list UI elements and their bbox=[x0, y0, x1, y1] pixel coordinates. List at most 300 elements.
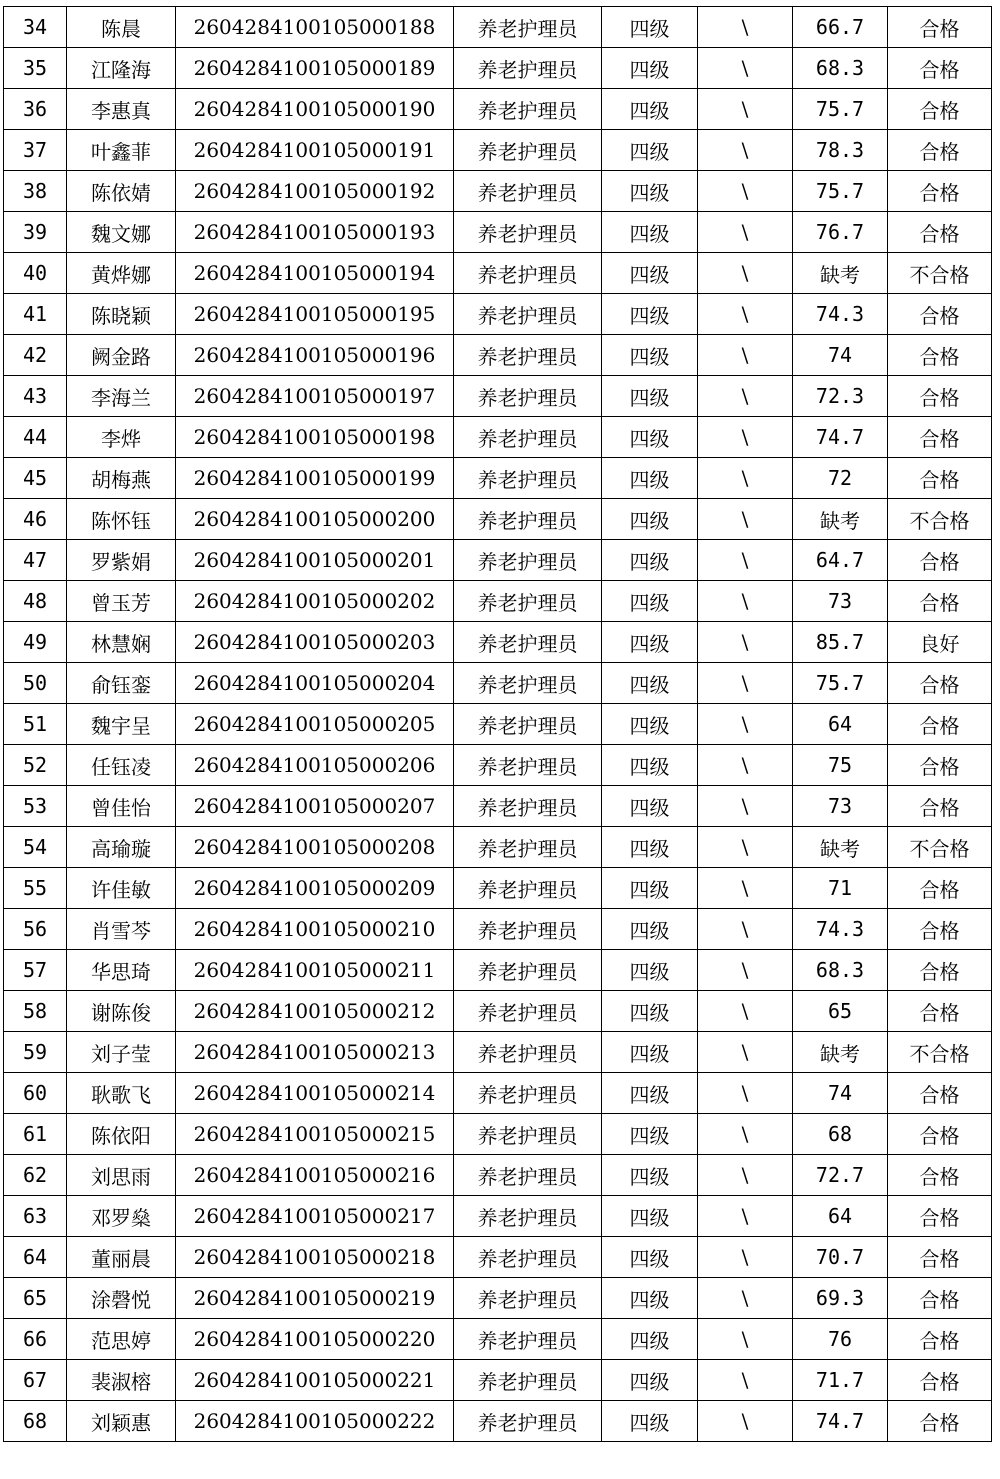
table-row bbox=[4, 335, 992, 376]
table-row bbox=[4, 171, 992, 212]
table-row bbox=[4, 1032, 992, 1073]
occupation-cell: 养老护理员 bbox=[454, 1237, 602, 1278]
theory-score-cell: \ bbox=[698, 663, 793, 704]
occupation-cell: 养老护理员 bbox=[454, 786, 602, 827]
skill-score-cell: 74 bbox=[793, 1073, 888, 1114]
table-row bbox=[4, 581, 992, 622]
table-row bbox=[4, 950, 992, 991]
table-row bbox=[4, 786, 992, 827]
skill-score-cell: 73 bbox=[793, 786, 888, 827]
result-cell: 合格 bbox=[888, 745, 992, 786]
theory-score-cell: \ bbox=[698, 1237, 793, 1278]
name-cell: 陈怀钰 bbox=[67, 499, 176, 540]
occupation-cell: 养老护理员 bbox=[454, 663, 602, 704]
result-cell: 合格 bbox=[888, 1237, 992, 1278]
exam-id-cell: 2604284100105000214 bbox=[176, 1073, 454, 1114]
table-row bbox=[4, 991, 992, 1032]
exam-id-cell: 2604284100105000192 bbox=[176, 171, 454, 212]
exam-id-cell: 2604284100105000209 bbox=[176, 868, 454, 909]
exam-id-cell: 2604284100105000216 bbox=[176, 1155, 454, 1196]
level-cell: 四级 bbox=[602, 89, 698, 130]
skill-score-cell: 70.7 bbox=[793, 1237, 888, 1278]
exam-id-cell: 2604284100105000212 bbox=[176, 991, 454, 1032]
level-cell: 四级 bbox=[602, 171, 698, 212]
level-cell: 四级 bbox=[602, 48, 698, 89]
row-number-cell: 65 bbox=[4, 1278, 67, 1319]
result-cell: 合格 bbox=[888, 786, 992, 827]
occupation-cell: 养老护理员 bbox=[454, 1401, 602, 1442]
row-number-cell: 48 bbox=[4, 581, 67, 622]
row-number-cell: 59 bbox=[4, 1032, 67, 1073]
skill-score-cell: 75.7 bbox=[793, 663, 888, 704]
name-cell: 华思琦 bbox=[67, 950, 176, 991]
skill-score-cell: 64 bbox=[793, 1196, 888, 1237]
table-row bbox=[4, 48, 992, 89]
result-cell: 合格 bbox=[888, 130, 992, 171]
theory-score-cell: \ bbox=[698, 1278, 793, 1319]
table-row bbox=[4, 745, 992, 786]
row-number-cell: 62 bbox=[4, 1155, 67, 1196]
exam-id-cell: 2604284100105000221 bbox=[176, 1360, 454, 1401]
table-row bbox=[4, 622, 992, 663]
skill-score-cell: 65 bbox=[793, 991, 888, 1032]
level-cell: 四级 bbox=[602, 827, 698, 868]
result-cell: 合格 bbox=[888, 663, 992, 704]
table-row bbox=[4, 376, 992, 417]
result-cell: 合格 bbox=[888, 7, 992, 48]
theory-score-cell: \ bbox=[698, 1114, 793, 1155]
exam-id-cell: 2604284100105000193 bbox=[176, 212, 454, 253]
level-cell: 四级 bbox=[602, 704, 698, 745]
occupation-cell: 养老护理员 bbox=[454, 622, 602, 663]
row-number-cell: 50 bbox=[4, 663, 67, 704]
result-cell: 不合格 bbox=[888, 253, 992, 294]
occupation-cell: 养老护理员 bbox=[454, 745, 602, 786]
name-cell: 叶鑫菲 bbox=[67, 130, 176, 171]
name-cell: 俞钰銮 bbox=[67, 663, 176, 704]
exam-id-cell: 2604284100105000203 bbox=[176, 622, 454, 663]
theory-score-cell: \ bbox=[698, 950, 793, 991]
skill-score-cell: 64 bbox=[793, 704, 888, 745]
skill-score-cell: 75.7 bbox=[793, 89, 888, 130]
theory-score-cell: \ bbox=[698, 786, 793, 827]
name-cell: 曾佳怡 bbox=[67, 786, 176, 827]
level-cell: 四级 bbox=[602, 417, 698, 458]
exam-id-cell: 2604284100105000200 bbox=[176, 499, 454, 540]
name-cell: 李烨 bbox=[67, 417, 176, 458]
name-cell: 肖雪芩 bbox=[67, 909, 176, 950]
exam-id-cell: 2604284100105000190 bbox=[176, 89, 454, 130]
occupation-cell: 养老护理员 bbox=[454, 130, 602, 171]
skill-score-cell: 72.7 bbox=[793, 1155, 888, 1196]
skill-score-cell: 72.3 bbox=[793, 376, 888, 417]
row-number-cell: 52 bbox=[4, 745, 67, 786]
theory-score-cell: \ bbox=[698, 1319, 793, 1360]
table-row bbox=[4, 130, 992, 171]
result-cell: 合格 bbox=[888, 335, 992, 376]
skill-score-cell: 71.7 bbox=[793, 1360, 888, 1401]
occupation-cell: 养老护理员 bbox=[454, 417, 602, 458]
table-row bbox=[4, 7, 992, 48]
row-number-cell: 49 bbox=[4, 622, 67, 663]
occupation-cell: 养老护理员 bbox=[454, 1155, 602, 1196]
theory-score-cell: \ bbox=[698, 909, 793, 950]
theory-score-cell: \ bbox=[698, 171, 793, 212]
theory-score-cell: \ bbox=[698, 130, 793, 171]
name-cell: 谢陈俊 bbox=[67, 991, 176, 1032]
name-cell: 胡梅燕 bbox=[67, 458, 176, 499]
row-number-cell: 66 bbox=[4, 1319, 67, 1360]
row-number-cell: 58 bbox=[4, 991, 67, 1032]
table-row bbox=[4, 1360, 992, 1401]
name-cell: 李惠真 bbox=[67, 89, 176, 130]
skill-score-cell: 68 bbox=[793, 1114, 888, 1155]
exam-id-cell: 2604284100105000198 bbox=[176, 417, 454, 458]
exam-id-cell: 2604284100105000222 bbox=[176, 1401, 454, 1442]
skill-score-cell: 缺考 bbox=[793, 827, 888, 868]
result-cell: 合格 bbox=[888, 89, 992, 130]
result-cell: 良好 bbox=[888, 622, 992, 663]
level-cell: 四级 bbox=[602, 1278, 698, 1319]
exam-id-cell: 2604284100105000206 bbox=[176, 745, 454, 786]
skill-score-cell: 76.7 bbox=[793, 212, 888, 253]
name-cell: 陈晨 bbox=[67, 7, 176, 48]
level-cell: 四级 bbox=[602, 1032, 698, 1073]
name-cell: 涂磬悦 bbox=[67, 1278, 176, 1319]
theory-score-cell: \ bbox=[698, 745, 793, 786]
result-cell: 合格 bbox=[888, 376, 992, 417]
name-cell: 邓罗燊 bbox=[67, 1196, 176, 1237]
row-number-cell: 44 bbox=[4, 417, 67, 458]
name-cell: 罗紫娟 bbox=[67, 540, 176, 581]
result-cell: 合格 bbox=[888, 1114, 992, 1155]
table-row bbox=[4, 1114, 992, 1155]
name-cell: 耿歌飞 bbox=[67, 1073, 176, 1114]
name-cell: 范思婷 bbox=[67, 1319, 176, 1360]
row-number-cell: 36 bbox=[4, 89, 67, 130]
table-row bbox=[4, 827, 992, 868]
row-number-cell: 61 bbox=[4, 1114, 67, 1155]
name-cell: 魏文娜 bbox=[67, 212, 176, 253]
skill-score-cell: 75 bbox=[793, 745, 888, 786]
name-cell: 许佳敏 bbox=[67, 868, 176, 909]
level-cell: 四级 bbox=[602, 376, 698, 417]
row-number-cell: 45 bbox=[4, 458, 67, 499]
theory-score-cell: \ bbox=[698, 1073, 793, 1114]
name-cell: 刘子莹 bbox=[67, 1032, 176, 1073]
level-cell: 四级 bbox=[602, 622, 698, 663]
level-cell: 四级 bbox=[602, 1237, 698, 1278]
exam-id-cell: 2604284100105000204 bbox=[176, 663, 454, 704]
level-cell: 四级 bbox=[602, 294, 698, 335]
result-cell: 合格 bbox=[888, 950, 992, 991]
level-cell: 四级 bbox=[602, 909, 698, 950]
result-cell: 合格 bbox=[888, 1073, 992, 1114]
name-cell: 高瑜璇 bbox=[67, 827, 176, 868]
theory-score-cell: \ bbox=[698, 1196, 793, 1237]
name-cell: 董丽晨 bbox=[67, 1237, 176, 1278]
result-cell: 不合格 bbox=[888, 827, 992, 868]
skill-score-cell: 缺考 bbox=[793, 499, 888, 540]
occupation-cell: 养老护理员 bbox=[454, 704, 602, 745]
row-number-cell: 39 bbox=[4, 212, 67, 253]
skill-score-cell: 74.7 bbox=[793, 1401, 888, 1442]
row-number-cell: 38 bbox=[4, 171, 67, 212]
row-number-cell: 37 bbox=[4, 130, 67, 171]
row-number-cell: 46 bbox=[4, 499, 67, 540]
occupation-cell: 养老护理员 bbox=[454, 1319, 602, 1360]
table-row bbox=[4, 663, 992, 704]
occupation-cell: 养老护理员 bbox=[454, 1073, 602, 1114]
skill-score-cell: 68.3 bbox=[793, 48, 888, 89]
skill-score-cell: 76 bbox=[793, 1319, 888, 1360]
exam-id-cell: 2604284100105000191 bbox=[176, 130, 454, 171]
result-cell: 合格 bbox=[888, 1360, 992, 1401]
level-cell: 四级 bbox=[602, 253, 698, 294]
level-cell: 四级 bbox=[602, 1360, 698, 1401]
occupation-cell: 养老护理员 bbox=[454, 7, 602, 48]
name-cell: 刘思雨 bbox=[67, 1155, 176, 1196]
level-cell: 四级 bbox=[602, 745, 698, 786]
theory-score-cell: \ bbox=[698, 48, 793, 89]
level-cell: 四级 bbox=[602, 1319, 698, 1360]
theory-score-cell: \ bbox=[698, 7, 793, 48]
theory-score-cell: \ bbox=[698, 868, 793, 909]
name-cell: 曾玉芳 bbox=[67, 581, 176, 622]
table-row bbox=[4, 499, 992, 540]
row-number-cell: 68 bbox=[4, 1401, 67, 1442]
skill-score-cell: 75.7 bbox=[793, 171, 888, 212]
row-number-cell: 43 bbox=[4, 376, 67, 417]
name-cell: 任钰凌 bbox=[67, 745, 176, 786]
name-cell: 陈依阳 bbox=[67, 1114, 176, 1155]
table-row bbox=[4, 1073, 992, 1114]
theory-score-cell: \ bbox=[698, 540, 793, 581]
theory-score-cell: \ bbox=[698, 294, 793, 335]
occupation-cell: 养老护理员 bbox=[454, 1196, 602, 1237]
occupation-cell: 养老护理员 bbox=[454, 1032, 602, 1073]
occupation-cell: 养老护理员 bbox=[454, 253, 602, 294]
row-number-cell: 51 bbox=[4, 704, 67, 745]
name-cell: 陈晓颖 bbox=[67, 294, 176, 335]
name-cell: 陈依婧 bbox=[67, 171, 176, 212]
occupation-cell: 养老护理员 bbox=[454, 376, 602, 417]
row-number-cell: 57 bbox=[4, 950, 67, 991]
skill-score-cell: 85.7 bbox=[793, 622, 888, 663]
exam-id-cell: 2604284100105000197 bbox=[176, 376, 454, 417]
row-number-cell: 40 bbox=[4, 253, 67, 294]
result-cell: 合格 bbox=[888, 581, 992, 622]
theory-score-cell: \ bbox=[698, 581, 793, 622]
theory-score-cell: \ bbox=[698, 704, 793, 745]
theory-score-cell: \ bbox=[698, 417, 793, 458]
name-cell: 李海兰 bbox=[67, 376, 176, 417]
theory-score-cell: \ bbox=[698, 253, 793, 294]
level-cell: 四级 bbox=[602, 786, 698, 827]
occupation-cell: 养老护理员 bbox=[454, 171, 602, 212]
table-row bbox=[4, 1401, 992, 1442]
table-row bbox=[4, 1278, 992, 1319]
occupation-cell: 养老护理员 bbox=[454, 48, 602, 89]
occupation-cell: 养老护理员 bbox=[454, 499, 602, 540]
exam-id-cell: 2604284100105000220 bbox=[176, 1319, 454, 1360]
occupation-cell: 养老护理员 bbox=[454, 950, 602, 991]
table-body bbox=[4, 7, 992, 1442]
exam-id-cell: 2604284100105000218 bbox=[176, 1237, 454, 1278]
row-number-cell: 63 bbox=[4, 1196, 67, 1237]
row-number-cell: 35 bbox=[4, 48, 67, 89]
occupation-cell: 养老护理员 bbox=[454, 1360, 602, 1401]
exam-id-cell: 2604284100105000217 bbox=[176, 1196, 454, 1237]
name-cell: 黄烨娜 bbox=[67, 253, 176, 294]
table-row bbox=[4, 540, 992, 581]
exam-id-cell: 2604284100105000199 bbox=[176, 458, 454, 499]
result-cell: 合格 bbox=[888, 704, 992, 745]
result-cell: 合格 bbox=[888, 1196, 992, 1237]
result-cell: 合格 bbox=[888, 1155, 992, 1196]
theory-score-cell: \ bbox=[698, 458, 793, 499]
result-cell: 合格 bbox=[888, 1319, 992, 1360]
level-cell: 四级 bbox=[602, 7, 698, 48]
skill-score-cell: 78.3 bbox=[793, 130, 888, 171]
skill-score-cell: 69.3 bbox=[793, 1278, 888, 1319]
row-number-cell: 64 bbox=[4, 1237, 67, 1278]
result-cell: 合格 bbox=[888, 909, 992, 950]
theory-score-cell: \ bbox=[698, 212, 793, 253]
exam-id-cell: 2604284100105000189 bbox=[176, 48, 454, 89]
exam-id-cell: 2604284100105000210 bbox=[176, 909, 454, 950]
theory-score-cell: \ bbox=[698, 89, 793, 130]
theory-score-cell: \ bbox=[698, 622, 793, 663]
name-cell: 魏宇呈 bbox=[67, 704, 176, 745]
occupation-cell: 养老护理员 bbox=[454, 212, 602, 253]
level-cell: 四级 bbox=[602, 1155, 698, 1196]
table-row bbox=[4, 909, 992, 950]
result-cell: 合格 bbox=[888, 171, 992, 212]
name-cell: 林慧娴 bbox=[67, 622, 176, 663]
exam-id-cell: 2604284100105000194 bbox=[176, 253, 454, 294]
name-cell: 江隆海 bbox=[67, 48, 176, 89]
occupation-cell: 养老护理员 bbox=[454, 991, 602, 1032]
table-row bbox=[4, 294, 992, 335]
skill-score-cell: 68.3 bbox=[793, 950, 888, 991]
row-number-cell: 53 bbox=[4, 786, 67, 827]
exam-id-cell: 2604284100105000211 bbox=[176, 950, 454, 991]
theory-score-cell: \ bbox=[698, 827, 793, 868]
theory-score-cell: \ bbox=[698, 335, 793, 376]
table-row bbox=[4, 704, 992, 745]
theory-score-cell: \ bbox=[698, 1401, 793, 1442]
table-row bbox=[4, 1237, 992, 1278]
level-cell: 四级 bbox=[602, 212, 698, 253]
level-cell: 四级 bbox=[602, 499, 698, 540]
exam-id-cell: 2604284100105000208 bbox=[176, 827, 454, 868]
level-cell: 四级 bbox=[602, 950, 698, 991]
result-cell: 合格 bbox=[888, 294, 992, 335]
level-cell: 四级 bbox=[602, 1196, 698, 1237]
table-row bbox=[4, 1196, 992, 1237]
occupation-cell: 养老护理员 bbox=[454, 89, 602, 130]
theory-score-cell: \ bbox=[698, 991, 793, 1032]
row-number-cell: 56 bbox=[4, 909, 67, 950]
result-cell: 合格 bbox=[888, 1401, 992, 1442]
table-row bbox=[4, 1155, 992, 1196]
skill-score-cell: 74 bbox=[793, 335, 888, 376]
result-cell: 合格 bbox=[888, 417, 992, 458]
result-cell: 不合格 bbox=[888, 1032, 992, 1073]
skill-score-cell: 71 bbox=[793, 868, 888, 909]
occupation-cell: 养老护理员 bbox=[454, 909, 602, 950]
skill-score-cell: 缺考 bbox=[793, 1032, 888, 1073]
occupation-cell: 养老护理员 bbox=[454, 581, 602, 622]
theory-score-cell: \ bbox=[698, 1032, 793, 1073]
result-cell: 合格 bbox=[888, 991, 992, 1032]
result-cell: 合格 bbox=[888, 212, 992, 253]
occupation-cell: 养老护理员 bbox=[454, 1114, 602, 1155]
skill-score-cell: 74.3 bbox=[793, 909, 888, 950]
occupation-cell: 养老护理员 bbox=[454, 540, 602, 581]
exam-id-cell: 2604284100105000201 bbox=[176, 540, 454, 581]
skill-score-cell: 72 bbox=[793, 458, 888, 499]
occupation-cell: 养老护理员 bbox=[454, 827, 602, 868]
row-number-cell: 34 bbox=[4, 7, 67, 48]
level-cell: 四级 bbox=[602, 335, 698, 376]
row-number-cell: 54 bbox=[4, 827, 67, 868]
occupation-cell: 养老护理员 bbox=[454, 868, 602, 909]
level-cell: 四级 bbox=[602, 868, 698, 909]
level-cell: 四级 bbox=[602, 1401, 698, 1442]
occupation-cell: 养老护理员 bbox=[454, 294, 602, 335]
level-cell: 四级 bbox=[602, 1114, 698, 1155]
skill-score-cell: 64.7 bbox=[793, 540, 888, 581]
skill-score-cell: 74.3 bbox=[793, 294, 888, 335]
row-number-cell: 67 bbox=[4, 1360, 67, 1401]
exam-id-cell: 2604284100105000219 bbox=[176, 1278, 454, 1319]
level-cell: 四级 bbox=[602, 1073, 698, 1114]
theory-score-cell: \ bbox=[698, 1360, 793, 1401]
row-number-cell: 41 bbox=[4, 294, 67, 335]
level-cell: 四级 bbox=[602, 663, 698, 704]
level-cell: 四级 bbox=[602, 130, 698, 171]
theory-score-cell: \ bbox=[698, 499, 793, 540]
name-cell: 刘颖惠 bbox=[67, 1401, 176, 1442]
row-number-cell: 60 bbox=[4, 1073, 67, 1114]
table-row bbox=[4, 417, 992, 458]
table-row bbox=[4, 212, 992, 253]
exam-id-cell: 2604284100105000205 bbox=[176, 704, 454, 745]
occupation-cell: 养老护理员 bbox=[454, 1278, 602, 1319]
row-number-cell: 55 bbox=[4, 868, 67, 909]
exam-id-cell: 2604284100105000196 bbox=[176, 335, 454, 376]
result-cell: 合格 bbox=[888, 868, 992, 909]
level-cell: 四级 bbox=[602, 540, 698, 581]
theory-score-cell: \ bbox=[698, 376, 793, 417]
exam-id-cell: 2604284100105000215 bbox=[176, 1114, 454, 1155]
result-cell: 合格 bbox=[888, 540, 992, 581]
table-row bbox=[4, 89, 992, 130]
exam-id-cell: 2604284100105000188 bbox=[176, 7, 454, 48]
skill-score-cell: 66.7 bbox=[793, 7, 888, 48]
table-row bbox=[4, 458, 992, 499]
exam-id-cell: 2604284100105000202 bbox=[176, 581, 454, 622]
occupation-cell: 养老护理员 bbox=[454, 458, 602, 499]
result-cell: 合格 bbox=[888, 1278, 992, 1319]
exam-id-cell: 2604284100105000207 bbox=[176, 786, 454, 827]
row-number-cell: 42 bbox=[4, 335, 67, 376]
row-number-cell: 47 bbox=[4, 540, 67, 581]
exam-id-cell: 2604284100105000195 bbox=[176, 294, 454, 335]
exam-id-cell: 2604284100105000213 bbox=[176, 1032, 454, 1073]
